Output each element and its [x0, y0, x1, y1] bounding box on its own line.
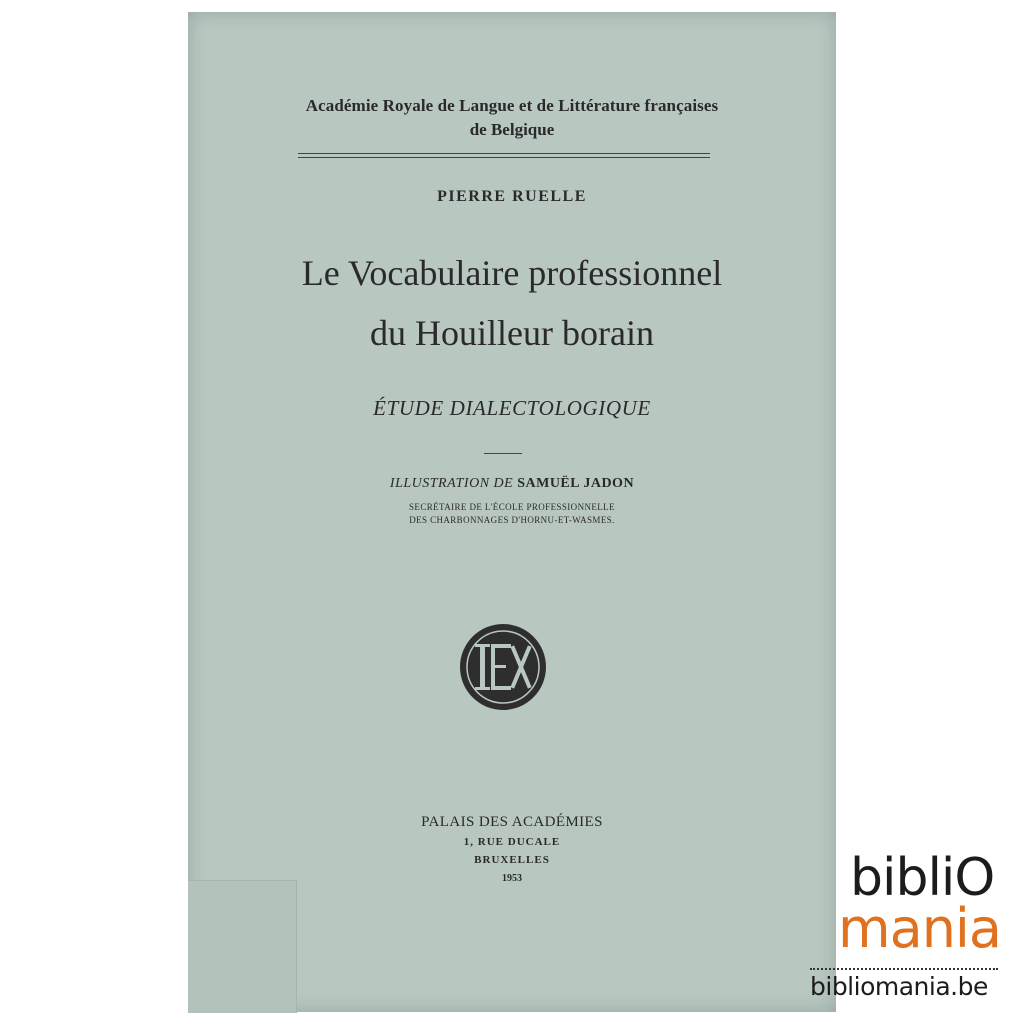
short-rule-divider — [484, 453, 522, 454]
publication-year: 1953 — [502, 873, 522, 884]
illustrator-note-line2: DES CHARBONNAGES D'HORNU-ET-WASMES. — [409, 515, 615, 525]
publisher-name: PALAIS DES ACADÉMIES — [421, 814, 603, 830]
book-title-line2: du Houilleur borain — [370, 313, 654, 353]
illustration-prefix: ILLUSTRATION DE — [389, 476, 514, 491]
publisher-city: BRUXELLES — [474, 854, 550, 866]
logo-dotted-rule — [810, 968, 998, 970]
publisher-address: 1, RUE DUCALE — [463, 836, 561, 848]
illustration-credit — [188, 476, 836, 492]
illustrator-note-line1: SECRÉTAIRE DE L'ÉCOLE PROFESSIONNELLE — [409, 502, 615, 512]
book-cover — [188, 12, 836, 1012]
book-title-line1: Le Vocabulaire professionnel — [301, 253, 723, 293]
publisher-seal-icon — [458, 622, 548, 712]
bibliomania-logo — [804, 850, 1014, 1010]
double-rule-divider — [298, 153, 710, 158]
academy-name-line1: Académie Royale de Langue et de Littérature françaises — [305, 96, 719, 115]
illustrator-name: SAMUËL JADON — [517, 476, 635, 491]
logo-text-biblio: bibliO — [850, 848, 995, 908]
academy-name-line2: de Belgique — [469, 120, 555, 139]
logo-text-mania: mania — [838, 897, 1002, 960]
cover-library-label-area — [188, 880, 297, 1013]
author-name: PIERRE RUELLE — [437, 188, 587, 205]
logo-url: bibliomania.be — [810, 972, 988, 1001]
book-subtitle: ÉTUDE DIALECTOLOGIQUE — [373, 396, 651, 420]
